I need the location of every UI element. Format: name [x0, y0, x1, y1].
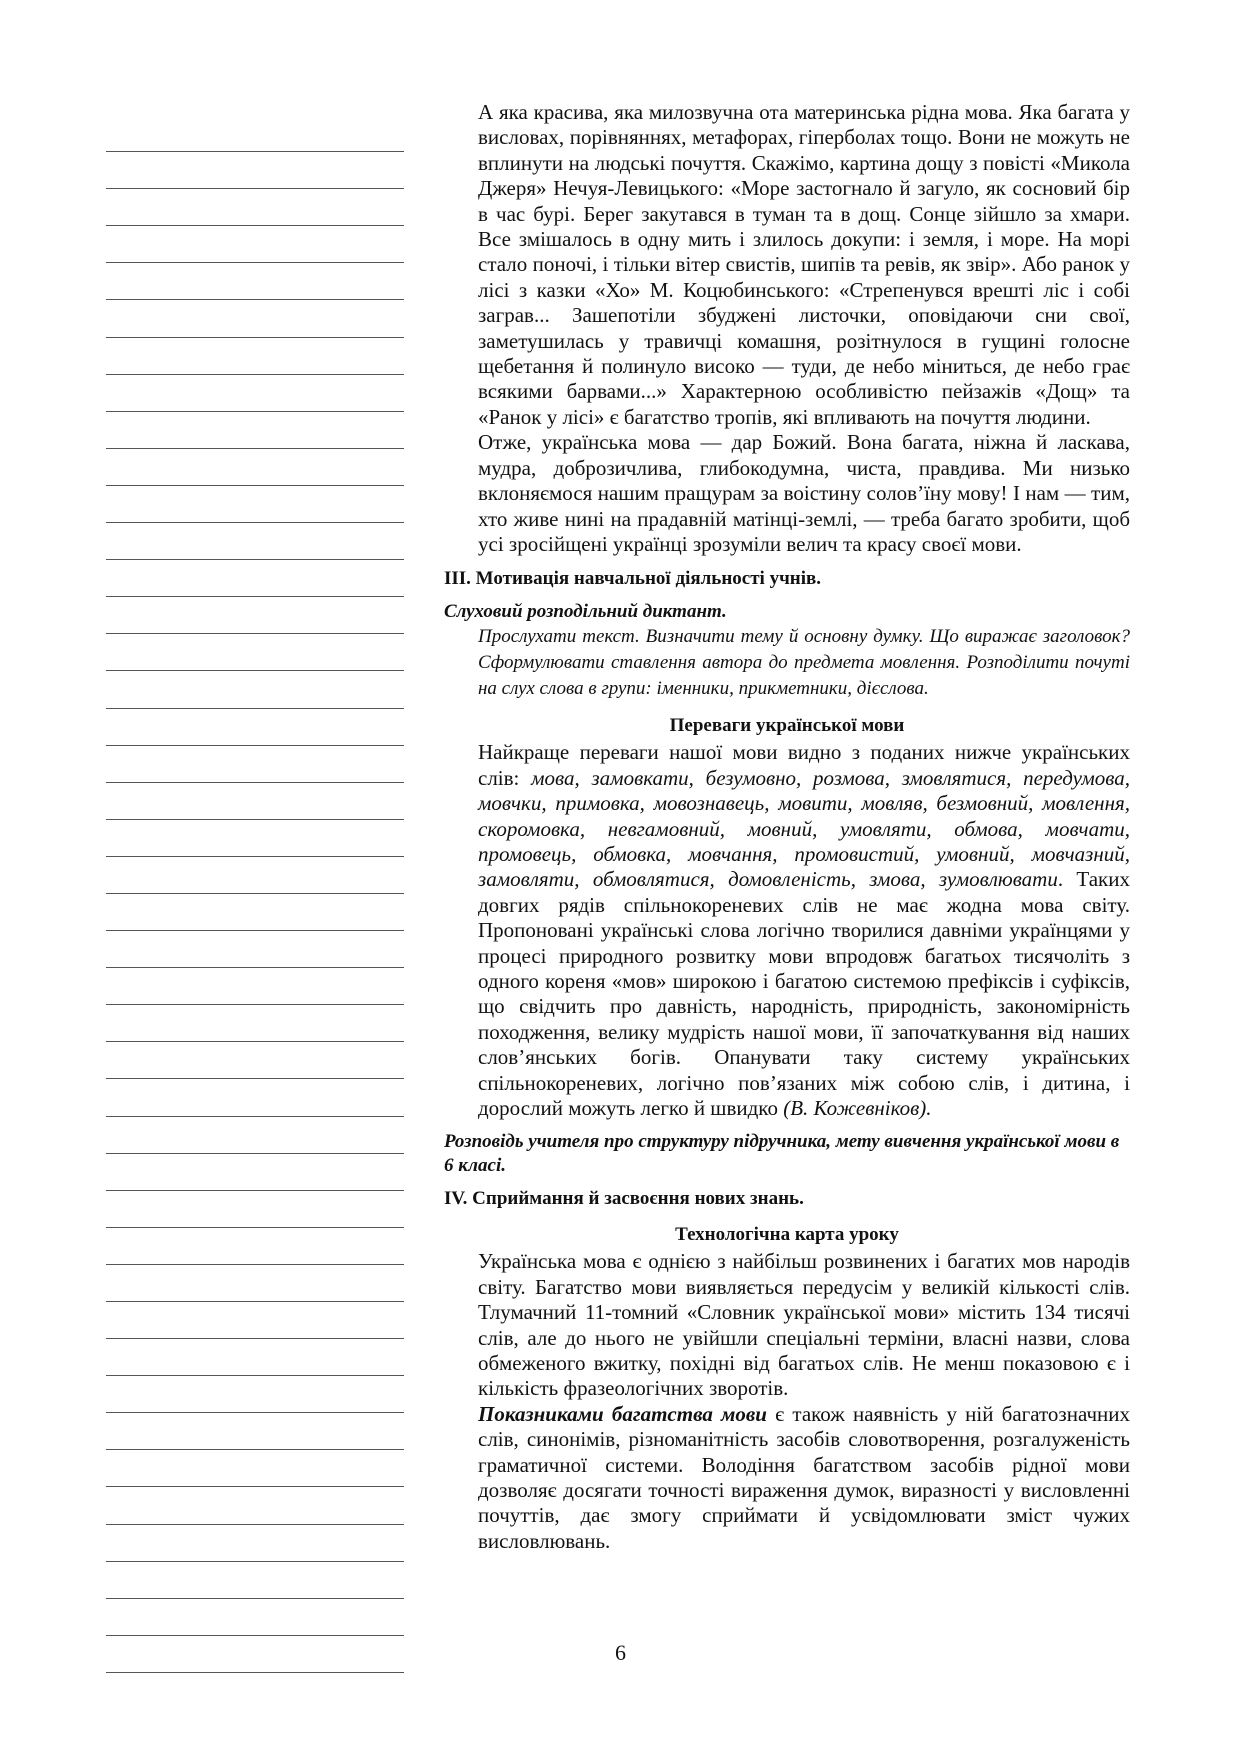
section-heading-new-knowledge: IV. Сприймання й засвоєння нових знань. [444, 1188, 804, 1210]
richness-indicators-body: є також наявність у ній багатозначних слів, синонімів, різноманітність засобів словотворення, розгалуженість граматичної системи. Володіння багатством засобів рідної мови дозволяє досягати точності вираження думок, виразності у висловленні почуттів, дає змогу сприймати й усвідомлювати зміст чужих висловлювань. [478, 1401, 1130, 1553]
note-line [106, 968, 404, 1005]
note-line [106, 1487, 404, 1524]
note-line [106, 1413, 404, 1450]
note-line [106, 300, 404, 337]
paragraph-native-language: А яка красива, яка милозвучна ота материнська рідна мова. Яка багата у висловах, порівняннях, метафорах, гіперболах тощо. Вони не можуть не вплинути на людські почуття. Скажімо, картина дощу з повісті «Микола Джеря» Нечуя-Левицького: «Море застогнало й загуло, як сосновий бір в час бурі. Берег закутався в туман та в дощ. Сонце зійшло за хмари. Все змішалось в одну мить і злилось докупи: і земля, і море. На морі стало поночі, і тільки вітер свистів, шипів та ревів, як звір». Або ранок у лісі з казки «Хо» М. Коцюбинського: «Стрепенувся врешті ліс і собі загрaв... Зашепотіли збуджені листочки, оповідаючи сни свої, заметушилась у травичці комашня, розітнулося в гущині голосне щебетання й полинуло високо — туди, де небо міниться, де небо грає всякими барвами...» Характерною особливістю пейзажів «Дощ» та «Ранок у лісі» є багатство тропів, які впливають на почуття людини. [478, 100, 1130, 429]
note-line [106, 486, 404, 523]
note-line [106, 1117, 404, 1154]
teacher-story-heading: Розповідь учителя про структуру підручника, мету вивчення української мови в 6 класі. [444, 1131, 1120, 1177]
note-line [106, 1599, 404, 1636]
note-line [106, 412, 404, 449]
paragraph-techmap-2 [444, 1402, 1130, 1554]
page-content [444, 100, 1130, 1554]
paragraph-techmap-1: Українська мова є однією з найбільш розвинених і багатих мов народів світу. Багатство мови виявляється передусім у великій кількості слів. Тлумачний 11-томний «Словник української мови» містить 134 тисячі слів, але до нього не увійшли спеціальні терміни, власні назви, слова обмеженого вжитку, похідні від багатьох слів. Не менш показовою є і кількість фразеологічних зворотів. [478, 1249, 1130, 1401]
note-line [106, 1079, 404, 1116]
note-line [106, 1562, 404, 1599]
note-line [106, 1525, 404, 1562]
note-line [106, 597, 404, 634]
note-line [106, 152, 404, 189]
note-line [106, 894, 404, 931]
note-line [106, 857, 404, 894]
note-line [106, 931, 404, 968]
note-line [106, 115, 404, 152]
note-line [106, 634, 404, 671]
note-line [106, 523, 404, 560]
richness-indicators-lead: Показниками багатства мови [478, 1401, 767, 1426]
note-line [106, 783, 404, 820]
note-line [106, 1265, 404, 1302]
note-line [106, 1154, 404, 1191]
note-line [106, 820, 404, 857]
dictation-heading: Слуховий розподільний диктант. [444, 601, 727, 623]
advantages-author: (В. Кожевніков). [783, 1096, 932, 1120]
note-line [106, 1228, 404, 1265]
note-line [106, 1042, 404, 1079]
page-number: 6 [615, 1640, 626, 1665]
note-line [106, 449, 404, 486]
section-heading-motivation: III. Мотивація навчальної діяльності учнів. [444, 568, 822, 590]
note-line [106, 338, 404, 375]
note-line [106, 560, 404, 597]
text-title-advantages: Переваги української мови [669, 715, 905, 737]
advantages-intro: Найкраще переваги нашої мови видно з поданих нижче українських слів: [478, 740, 1130, 790]
note-line [106, 1339, 404, 1376]
dictation-task: Прослухати текст. Визначити тему й основну думку. Що виражає заголовок? Сформулювати ставлення автора до предмета мовлення. Розподілити почуті на слух слова в групи: іменники, прикметники, дієслова. [478, 626, 1130, 700]
paragraph-advantages [444, 740, 1130, 1121]
note-line [106, 1005, 404, 1042]
note-line [106, 1191, 404, 1228]
note-line [106, 671, 404, 708]
note-line [106, 226, 404, 263]
paragraph-gift-of-god: Отже, українська мова — дар Божий. Вона багата, ніжна й ласкава, мудра, доброзичлива, глибокодумна, чиста, правдива. Ми низько вклоняємося нашим пращурам за воістину солов’їну мову! І нам — тим, хто живе нині на прадавній матінці-землі, — треба багато зробити, щоб усі зросійщені українці зрозуміли велич та красу своєї мови. [478, 430, 1130, 556]
note-line [106, 375, 404, 412]
notes-lines [106, 115, 404, 1673]
note-line [106, 1450, 404, 1487]
advantages-body: . Таких довгих рядів спільнокореневих слів не має жодна мова світу. Пропоновані українські слова логічно творилися давніми українцями у процесі природного розвитку мови впродовж багатьох тисячоліть з одного кореня «мов» широкою і багатою системою префіксів і суфіксів, що свідчить про давність, народність, природність, закономірність походження, велику мудрість нашої мови, її започаткування від наших слов’янських богів. Опанувати таку систему українських спільнокореневих, логічно пов’язаних між собою слів, і дитина, і дорослий можуть легко й швидко [478, 867, 1130, 1120]
note-line [106, 1376, 404, 1413]
note-line [106, 709, 404, 746]
text-title-techmap: Технологічна карта уроку [675, 1224, 899, 1246]
note-line [106, 746, 404, 783]
advantages-word-list: мова, замовкати, безумовно, розмова, змовлятися, передумова, мовчки, примовка, мовознавець, мовити, мовляв, безмовний, мовлення, скоромовка, невгамовний, мовний, умовляти, обмова, мовчати, промовець, обмовка, мовчання, промовистий, умовний, мовчазний, замовляти, обмовлятися, домовленість, змова, зумовлювати [478, 765, 1130, 892]
note-line [106, 1302, 404, 1339]
note-line [106, 189, 404, 226]
note-line [106, 263, 404, 300]
